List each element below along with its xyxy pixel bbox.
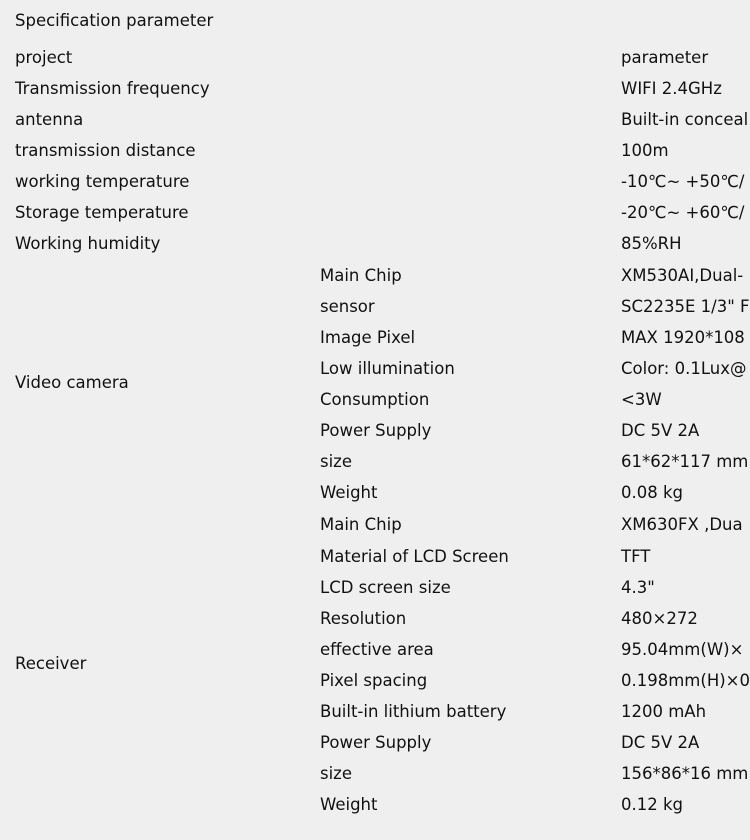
- row-label: Pixel spacing: [320, 671, 428, 690]
- table-row: [0, 541, 750, 572]
- row-value: -20℃~ +60℃/: [621, 203, 745, 222]
- table-row: [0, 758, 750, 789]
- row-label: transmission distance: [15, 141, 196, 160]
- table-row: [0, 197, 750, 228]
- row-label: LCD screen size: [320, 578, 451, 597]
- row-label: Weight: [320, 795, 378, 814]
- row-value: DC 5V 2A: [621, 421, 700, 440]
- table-row: [0, 353, 750, 384]
- row-value: 4.3": [621, 578, 655, 597]
- row-value: 480×272: [621, 609, 698, 628]
- row-value: TFT: [621, 547, 651, 566]
- row-value: SC2235E 1/3" F: [621, 297, 750, 316]
- row-value: 1200 mAh: [621, 702, 707, 721]
- row-label: Material of LCD Screen: [320, 547, 509, 566]
- column-header-project: project: [15, 48, 73, 67]
- table-row: [0, 322, 750, 353]
- table-row: [0, 415, 750, 446]
- row-value: XM630FX ,Dua: [621, 515, 743, 534]
- table-header-row: [0, 42, 750, 73]
- row-label: Main Chip: [320, 266, 402, 285]
- row-label: size: [320, 764, 352, 783]
- table-row: [0, 166, 750, 197]
- row-value: <3W: [621, 390, 662, 409]
- table-row: [0, 727, 750, 758]
- row-label: sensor: [320, 297, 375, 316]
- row-value: 0.198mm(H)×0: [621, 671, 750, 690]
- table-row: [0, 634, 750, 665]
- table-row: [0, 696, 750, 727]
- row-label: Low illumination: [320, 359, 455, 378]
- row-value: WIFI 2.4GHz: [621, 79, 722, 98]
- group-label-video-camera: Video camera: [15, 373, 129, 392]
- row-label: Weight: [320, 483, 378, 502]
- row-value: 100m: [621, 141, 669, 160]
- row-label: Power Supply: [320, 421, 432, 440]
- row-value: 95.04mm(W)×: [621, 640, 744, 659]
- group-label-receiver: Receiver: [15, 654, 87, 673]
- row-label: Transmission frequency: [15, 79, 210, 98]
- table-row: [0, 228, 750, 259]
- row-label: Storage temperature: [15, 203, 189, 222]
- table-row: [0, 104, 750, 135]
- table-row: [0, 260, 750, 291]
- table-row: [0, 477, 750, 508]
- table-row: [0, 446, 750, 477]
- row-label: Power Supply: [320, 733, 432, 752]
- row-label: Working humidity: [15, 234, 161, 253]
- row-label: antenna: [15, 110, 84, 129]
- row-label: working temperature: [15, 172, 190, 191]
- row-value: 85%RH: [621, 234, 682, 253]
- row-label: Built-in lithium battery: [320, 702, 507, 721]
- row-label: Resolution: [320, 609, 407, 628]
- row-value: 156*86*16 mm: [621, 764, 749, 783]
- row-value: Built-in conceal: [621, 110, 749, 129]
- row-label: size: [320, 452, 352, 471]
- row-label: effective area: [320, 640, 434, 659]
- row-label: Consumption: [320, 390, 430, 409]
- page-title: Specification parameter: [15, 11, 214, 30]
- row-value: DC 5V 2A: [621, 733, 700, 752]
- table-row: [0, 509, 750, 540]
- table-row: [0, 384, 750, 415]
- table-row: [0, 789, 750, 820]
- row-value: 0.08 kg: [621, 483, 684, 502]
- table-row: [0, 572, 750, 603]
- table-row: [0, 603, 750, 634]
- table-row: [0, 73, 750, 104]
- row-value: MAX 1920*108: [621, 328, 745, 347]
- table-row: [0, 665, 750, 696]
- row-value: 0.12 kg: [621, 795, 684, 814]
- row-value: 61*62*117 mm: [621, 452, 749, 471]
- table-row: [0, 291, 750, 322]
- row-label: Main Chip: [320, 515, 402, 534]
- table-row: [0, 135, 750, 166]
- row-value: -10℃~ +50℃/: [621, 172, 745, 191]
- row-value: XM530AI,Dual-: [621, 266, 744, 285]
- row-label: Image Pixel: [320, 328, 416, 347]
- row-value: Color: 0.1Lux@: [621, 359, 747, 378]
- column-header-parameter: parameter: [621, 48, 709, 67]
